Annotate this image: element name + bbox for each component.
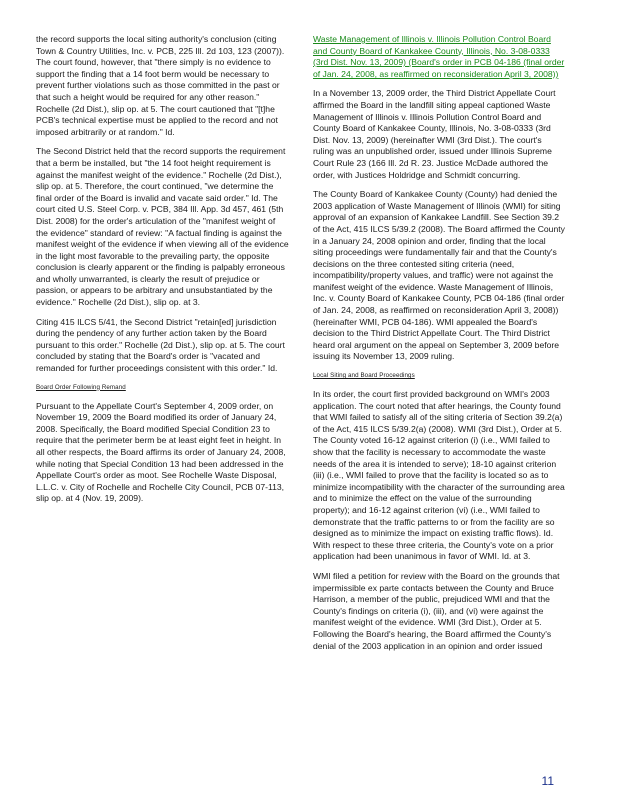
- right-paragraph-2: In a November 13, 2009 order, the Third District Appellate Court affirmed the Board in the landfill siting appeal captioned Waste Management of Illinois v. Illinois Pollution Control Board and County Board of Kankakee County, Illinois, No. 3-08-0333 (3rd Dist. Nov. 13, 2009) (hereinafter WMI (3rd Dist.). The court's ruling was an unpublished order, issued under Illinois Supreme Court Rule 23 (166 Ill. 2d R. 23. Justice McDade authored the order, with Justices Holdridge and Schmidt concurring.: [313, 88, 556, 180]
- section-heading-remand: Board Order Following Remand: [36, 383, 126, 391]
- right-paragraph-5: WMI filed a petition for review with the Board on the grounds that impermissible ex parte contacts between the County and Bruce Harrison, a member of the public, prejudiced WMI and that the County's findings on criteria (i), (iii), and (vi) were against the manifest weight of the evidence. WMI (3rd Dist.), Order at 5. Following the Board's hearing, the Board affirmed the County's denial of the 2003 application in an opinion and order issued: [313, 570, 560, 651]
- right-paragraph-3: The County Board of Kankakee County (County) had denied the 2003 application of Waste Management of Illinois (WMI) for siting approval of an expansion of Kankakee Landfill. See Section 39.2 of the Act, 415 ILCS 5/39.2 (2008). The Board affirmed the County in a January 24, 2008 opinion and order, finding that the local siting proceedings were fundamentally fair and that the County's decisions on the three contested siting criteria (need, incompatibility/property values, and traffic) were not against the manifest weight of the evidence. Waste Management of Illinois, Inc. v. County Board of Kankakee County, PCB 04-186 (final order of Jan. 24, 2008, as reaffirmed on reconsideration April 3, 2008)) (hereinafter WMI, PCB 04-186). WMI appealed the Board's decision to the Third District Appellate Court. The Third District heard oral argument on the appeal on September 3, 2009 before issuing its November 13, 2009 ruling.: [313, 189, 565, 362]
- page-number: 11: [541, 774, 554, 788]
- right-column: [313, 34, 565, 660]
- case-caption[interactable]: Waste Management of Illinois v. Illinois Pollution Control Board and County Board of Kankakee County, Illinois, No. 3-08-0333 (3rd Dist. Nov. 13, 2009) (Board's order in PCB 04-186 (final order of Jan. 24, 2008, as reaffirmed on reconsideration April 3, 2008)): [313, 34, 565, 79]
- left-paragraph-1: the record supports the local siting authority's conclusion (citing Town & Country Utilities, Inc. v. PCB, 225 Ill. 2d 103, 123 (2007)). The court found, however, that "there simply is no evidence to support the finding that a 14 foot berm would be necessary to prevent further violations such as those committed in the past or that such a height would be required for any other reason." Rochelle (2d Dist.), slip op. at 5. The court cautioned that "[t]he PCB's technical expertise must be applied to the record and not imposed arbitrarily or at random." Id.: [36, 34, 285, 137]
- left-column: [36, 34, 289, 513]
- section-heading-local-siting: Local Siting and Board Proceedings: [313, 372, 415, 380]
- right-paragraph-4: In its order, the court first provided background on WMI's 2003 application. The court noted that after hearings, the County found that WMI failed to satisfy all of the siting criteria of Section 39.2(a) of the Act, 415 ILCS 5/39.2(a) (2008). WMI (3rd Dist.), Order at 5. The County voted 16-12 against criterion (i) (i.e., WMI failed to show that the facility is necessary to accommodate the waste needs of the area it is intended to serve); 18-10 against criterion (iii) (i.e., WMI failed to prove that the facility is located so as to minimize incompatibility with the character of the surrounding area and to minimize the effect on the value of the surrounding property); and 16-12 against criterion (vi) (i.e., WMI failed to demonstrate that the traffic patterns to or from the facility are so designed as to minimize the impact on existing traffic flows). Id. With respect to these three criteria, the County's vote on a prior application had been unanimous in favor of WMI. Id. at 3.: [313, 389, 565, 562]
- left-paragraph-4: Pursuant to the Appellate Court's September 4, 2009 order, on November 19, 2009 the Board modified its order of January 24, 2008. Specifically, the Board modified Special Condition 23 to require that the perimeter berm be at least eight feet in height. In all other respects, the Board affirms its order of January 24, 2008, while noting that Special Condition 13 had been addressed in the Appellate Court's order as moot. See Rochelle Waste Disposal, L.L.C. v. City of Rochelle and Rochelle City Council, PCB 07-113, slip op. at 4 (Nov. 19, 2009).: [36, 400, 286, 504]
- left-paragraph-2: The Second District held that the record supports the requirement that a berm be installed, but "the 14 foot height requirement is against the manifest weight of the evidence." Rochelle (2d Dist.), slip op. at 5. Therefore, the court continued, "we determine the final order of the Board is invalid and vacate said order." Id. The court cited U.S. Steel Corp. v. PCB, 384 Ill. App. 3d 457, 461 (5th Dist. 2008) for the order's articulation of the "manifest weight of the evidence" standard of review: "A factual finding is against the manifest weight of the evidence if when viewing all of the evidence in the light most favorable to the prevailing party, the opposite conclusion is clearly apparent or the finding is palpably erroneous and wholly unwarranted, is clearly the result of prejudice or passion, or appears to be arbitrary and unsubstantiated by the evidence." Rochelle (2d Dist.), slip op. at 3.: [36, 146, 289, 308]
- left-paragraph-3: Citing 415 ILCS 5/41, the Second District "retain[ed] jurisdiction during the pendency of any further action taken by the Board pursuant to this order." Rochelle (2d Dist.), slip op. at 5. The court concluded by stating that the Board's order is "vacated and remanded for further proceedings consistent with this order." Id.: [36, 316, 285, 374]
